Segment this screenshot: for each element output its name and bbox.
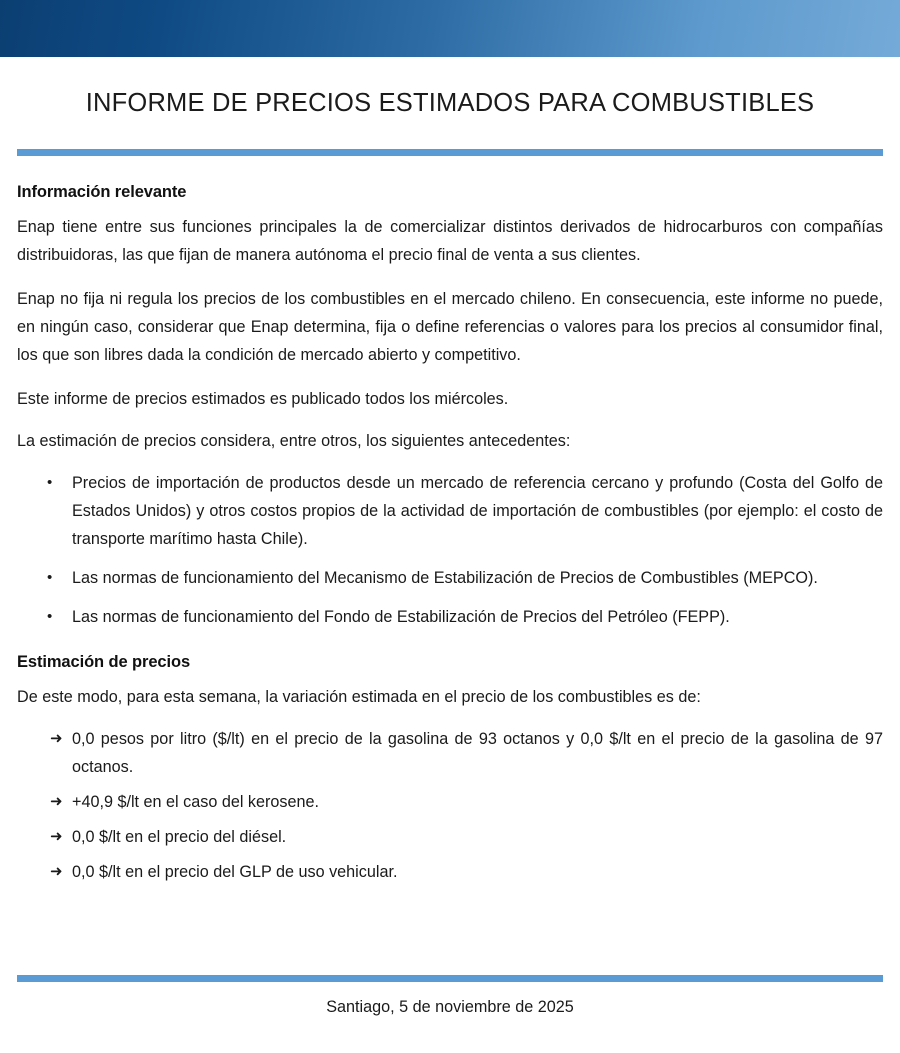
list-item-text: 0,0 $/lt en el precio del diésel. <box>72 828 287 846</box>
list-item <box>17 564 883 592</box>
paragraph-antecedentes-intro: La estimación de precios considera, entre otros, los siguientes antecedentes: <box>17 432 571 450</box>
arrow-right-icon: ➜ <box>50 730 63 747</box>
paragraph-comercializacion: Enap tiene entre sus funciones principales la de comercializar distintos derivados de hidrocarburos con compañías distribuidoras, las que fijan de manera autónoma el precio final de venta a sus clientes. <box>17 218 883 264</box>
list-item <box>17 788 883 816</box>
accent-rule-bottom <box>17 975 883 982</box>
list-item-text: Las normas de funcionamiento del Fondo de Estabilización de Precios del Petróleo (FEPP). <box>72 608 730 626</box>
list-item <box>17 858 883 886</box>
arrow-right-icon: ➜ <box>50 828 63 845</box>
paragraph-no-fija-precios: Enap no fija ni regula los precios de los combustibles en el mercado chileno. En consecuencia, este informe no puede, en ningún caso, considerar que Enap determina, fija o define referencias o valores para los precios al consumidor final, los que son libres dada la condición de mercado abierto y competitivo. <box>17 290 883 364</box>
arrow-right-icon: ➜ <box>50 863 63 880</box>
document-body <box>17 183 883 893</box>
page-title: INFORME DE PRECIOS ESTIMADOS PARA COMBUSTIBLES <box>85 88 815 117</box>
bullet-dot-icon: • <box>47 569 53 586</box>
section-heading-estimacion-de-precios: Estimación de precios <box>17 653 191 671</box>
footer-place-date: Santiago, 5 de noviembre de 2025 <box>326 998 574 1016</box>
list-item-text: 0,0 $/lt en el precio del GLP de uso vehicular. <box>72 863 398 881</box>
header-gradient-band <box>0 0 900 57</box>
list-item <box>17 603 883 631</box>
bullet-dot-icon: • <box>47 608 53 625</box>
title-zone <box>0 57 900 149</box>
list-item-text: +40,9 $/lt en el caso del kerosene. <box>72 793 320 811</box>
list-item <box>17 823 883 851</box>
antecedentes-list <box>17 469 883 631</box>
list-item <box>17 725 883 781</box>
list-item <box>17 469 883 553</box>
arrow-right-icon: ➜ <box>50 793 63 810</box>
price-variation-list <box>17 725 883 886</box>
accent-rule-top <box>17 149 883 156</box>
section-heading-informacion-relevante: Información relevante <box>17 183 187 201</box>
paragraph-variacion-intro: De este modo, para esta semana, la variación estimada en el precio de los combustibles es de: <box>17 688 701 706</box>
bullet-dot-icon: • <box>47 474 53 491</box>
list-item-text: Precios de importación de productos desde un mercado de referencia cercano y profundo (Costa del Golfo de Estados Unidos) y otros costos propios de la actividad de importación de combustibles (por ejemplo: el costo de transporte marítimo hasta Chile). <box>72 474 883 548</box>
list-item-text: 0,0 pesos por litro ($/lt) en el precio de la gasolina de 93 octanos y 0,0 $/lt en el precio de la gasolina de 97 octanos. <box>72 730 883 776</box>
list-item-text: Las normas de funcionamiento del Mecanismo de Estabilización de Precios de Combustibles (MEPCO). <box>72 569 818 587</box>
paragraph-publicacion-miercoles: Este informe de precios estimados es publicado todos los miércoles. <box>17 390 509 408</box>
